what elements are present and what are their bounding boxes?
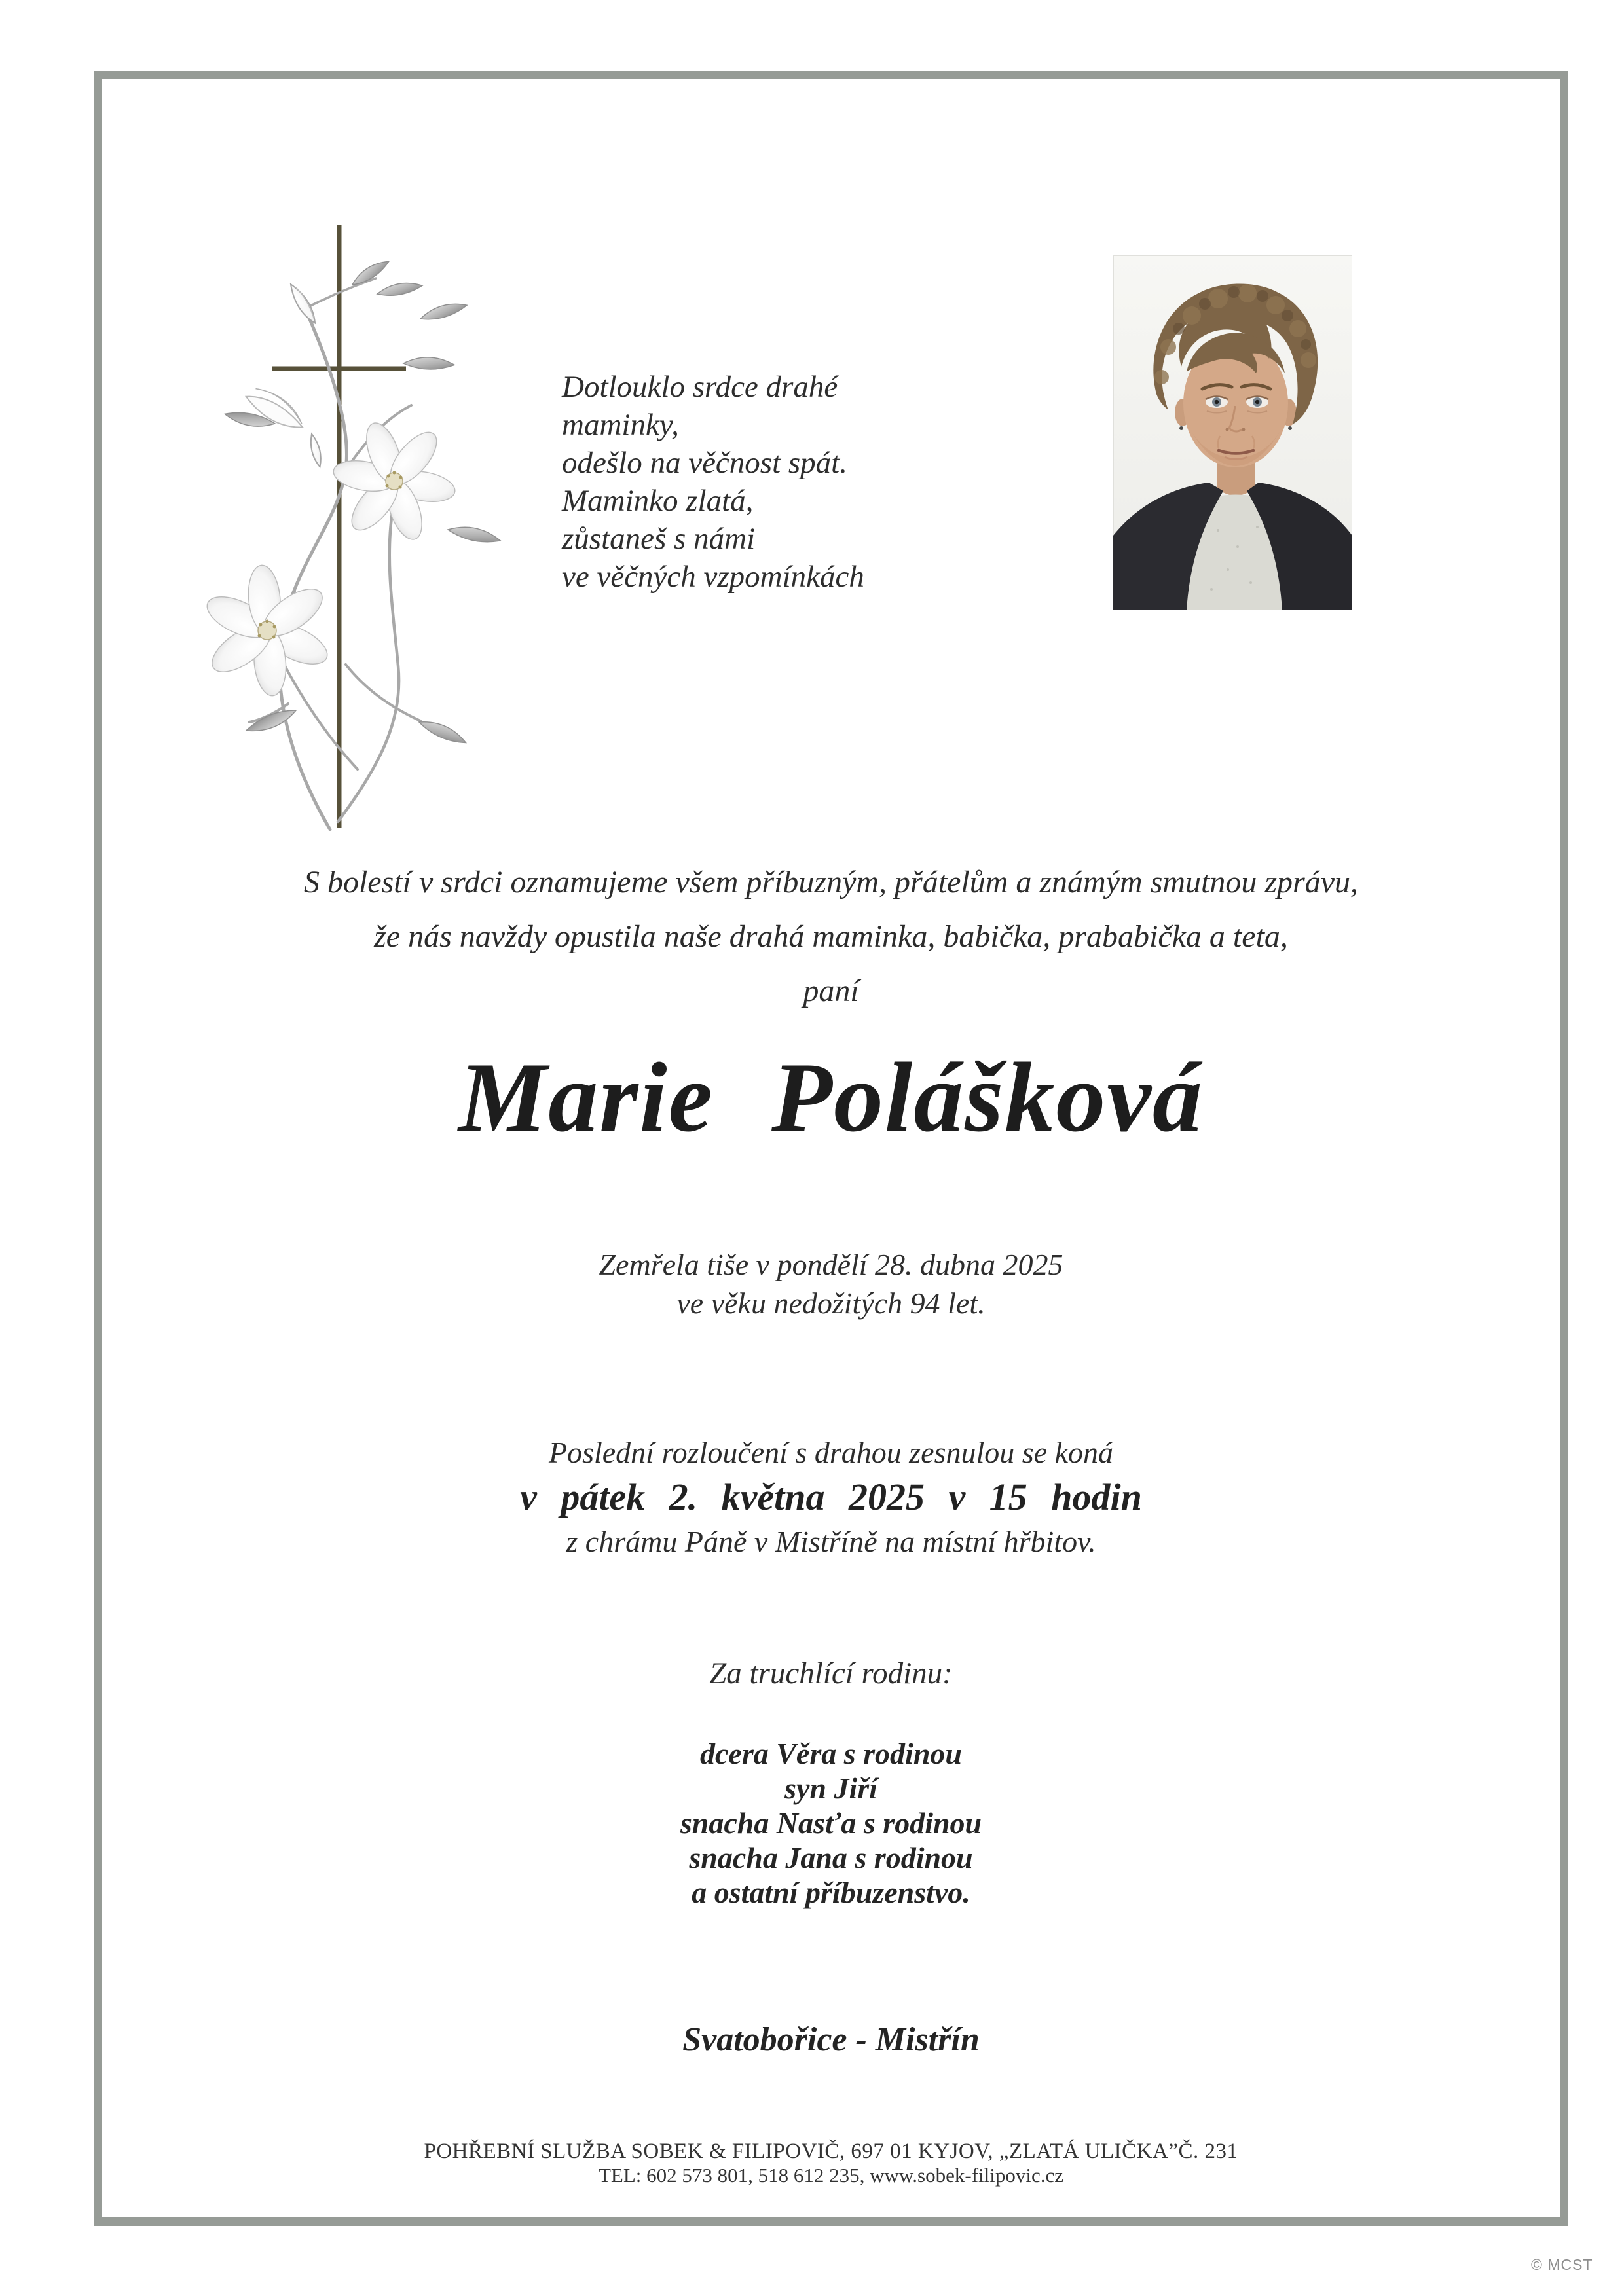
funeral-intro: Poslední rozloučení s drahou zesnulou se koná [548,1436,1113,1469]
funeral-datetime: v pátek 2. května 2025 v 15 hodin [520,1476,1142,1518]
funeral-service-address: POHŘEBNÍ SLUŽBA SOBEK & FILIPOVIČ, 697 01 KYJOV, „ZLATÁ ULIČKA”Č. 231 [424,2140,1238,2163]
memorial-poem [562,368,864,596]
poem-line: maminky, [562,408,679,442]
mcst-watermark: © MCST [1531,2256,1593,2273]
family-member: dcera Věra s rodinou [700,1737,962,1770]
poem-line: Maminko zlatá, [562,484,754,518]
announcement-line: paní [803,974,859,1008]
family-member: snacha Nasťa s rodinou [680,1806,982,1840]
flower-stems [249,278,420,829]
white-flower [201,564,333,697]
death-age-line: ve věku nedožitých 94 let. [676,1286,986,1320]
death-date-info [102,1245,1560,1322]
death-date-line: Zemřela tiše v pondělí 28. dubna 2025 [599,1248,1063,1281]
deceased-name: Marie Polášková [458,1042,1204,1152]
funeral-service-footer [102,2140,1560,2187]
family-heading: Za truchlící rodinu: [709,1656,953,1690]
family-member: syn Jiří [784,1772,877,1805]
deceased-portrait-photo [1113,255,1352,610]
family-member: snacha Jana s rodinou [689,1841,973,1874]
flower-buds [243,282,324,468]
funeral-service-contact: TEL: 602 573 801, 518 612 235, www.sobek-filipovic.cz [598,2164,1064,2187]
white-flower [331,418,458,544]
announcement-line: S bolestí v srdci oznamujeme všem příbuzným, přátelům a známým smutnou zprávu, [303,865,1359,900]
funeral-info [102,1432,1560,1562]
poem-line: zůstaneš s námi [562,522,756,556]
poem-line: Dotlouklo srdce drahé [562,370,838,404]
funeral-place: z chrámu Páně v Mistříně na místní hřbitov. [566,1525,1096,1558]
family-list [102,1736,1560,1910]
city-name: Svatobořice - Mistřín [682,2021,980,2058]
poem-line: ve věčných vzpomínkách [562,560,864,594]
announcement-line: že nás navždy opustila naše drahá maminka, babička, prababička a teta, [374,919,1288,954]
cross-icon [272,225,406,828]
poem-line: odešlo na věčnost spát. [562,446,847,480]
death-announcement [102,855,1560,1018]
cross-and-flowers-decoration [190,206,504,845]
family-member: a ostatní příbuzenstvo. [692,1876,970,1909]
